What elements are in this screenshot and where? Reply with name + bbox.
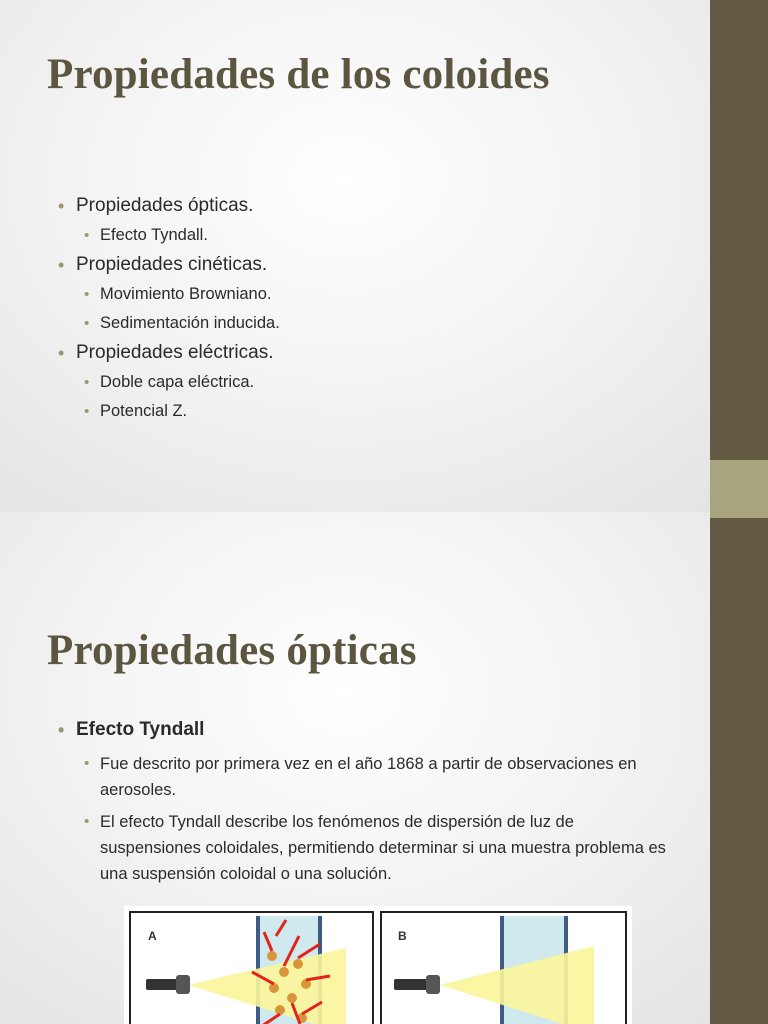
slide-divider-tab — [710, 460, 768, 518]
bullet-item: • Propiedades eléctricas. — [47, 338, 280, 368]
bullet-list — [47, 715, 677, 893]
flashlight-head — [426, 975, 440, 994]
slide-title: Propiedades ópticas — [47, 627, 417, 674]
flashlight-head — [176, 975, 190, 994]
sub-bullet-item: • Efecto Tyndall. — [47, 221, 280, 250]
sub-bullet-item: • Doble capa eléctrica. — [47, 368, 280, 397]
sub-bullet-item: • El efecto Tyndall describe los fenómenos de dispersión de luz de suspensiones coloidales, permitiendo determinar si una muestra problema es una suspensión coloidal o una solución. — [47, 809, 677, 887]
slide-2 — [0, 512, 768, 1024]
sub-bullet-item: • Sedimentación inducida. — [47, 309, 280, 338]
panel-b-label: B — [398, 929, 407, 943]
tyndall-figure — [124, 906, 632, 1024]
bullet-item: • Propiedades ópticas. — [47, 191, 280, 221]
tyndall-illustration — [124, 906, 632, 1024]
bullet-item: • Propiedades cinéticas. — [47, 250, 280, 280]
sub-bullet-item: • Movimiento Browniano. — [47, 280, 280, 309]
sub-bullet-item: • Fue descrito por primera vez en el año 1868 a partir de observaciones en aerosoles. — [47, 751, 677, 803]
slide-sidebar — [710, 0, 768, 512]
bullet-list — [47, 191, 280, 426]
slide-title: Propiedades de los coloides — [47, 51, 550, 98]
panel-a-label: A — [148, 929, 157, 943]
bullet-item: • Efecto Tyndall — [47, 715, 677, 745]
slide-sidebar — [710, 512, 768, 1024]
sub-bullet-item: • Potencial Z. — [47, 397, 280, 426]
